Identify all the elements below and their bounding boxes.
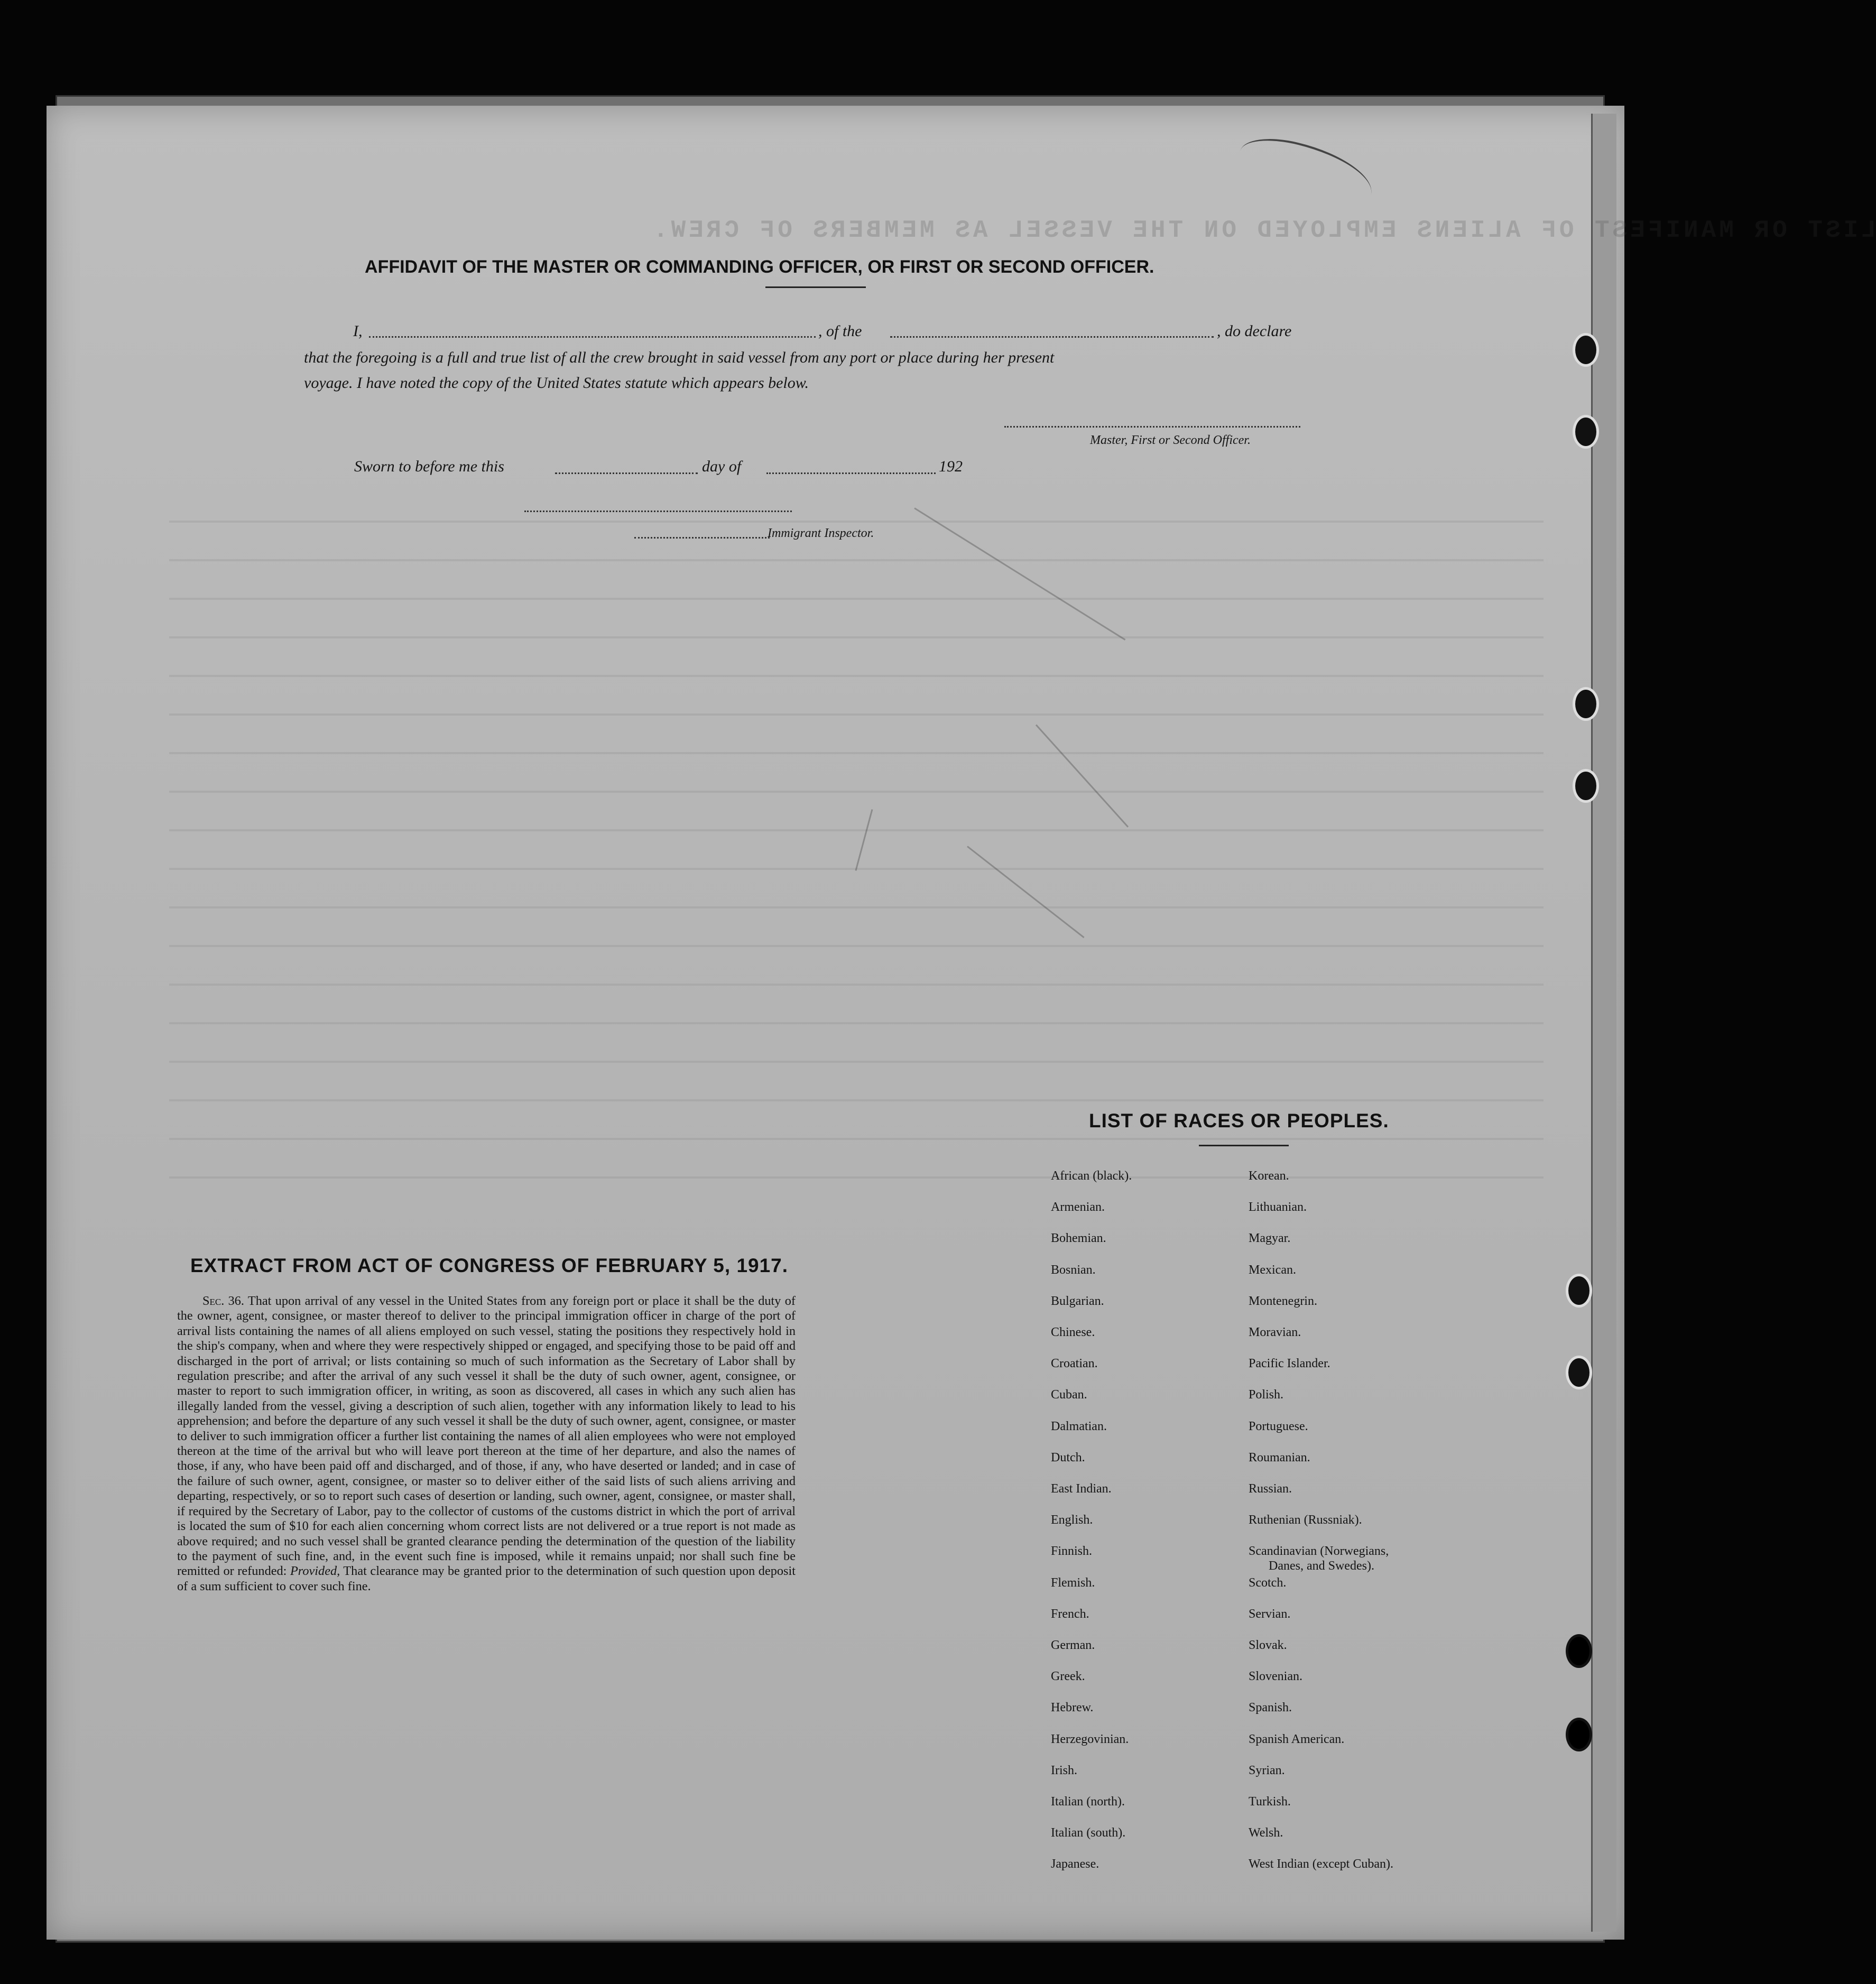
race-item: East Indian.: [1051, 1482, 1112, 1496]
race-item: Montenegrin.: [1249, 1294, 1317, 1308]
punch-hole: [1573, 333, 1599, 367]
punch-hole: [1566, 1356, 1592, 1389]
race-item: Bosnian.: [1051, 1263, 1096, 1277]
punch-hole: [1566, 1274, 1592, 1308]
race-item: Mexican.: [1249, 1263, 1296, 1277]
inspector-label: Immigrant Inspector.: [768, 526, 874, 540]
race-item: Greek.: [1051, 1670, 1085, 1684]
provided-label: Provided,: [290, 1564, 340, 1579]
bleed-through-row: [169, 906, 1544, 908]
race-item: Japanese.: [1051, 1857, 1099, 1871]
bleed-through-row: [169, 829, 1544, 831]
race-item: African (black).: [1051, 1169, 1132, 1183]
race-item: Hebrew.: [1051, 1701, 1094, 1715]
race-item: Turkish.: [1249, 1795, 1291, 1809]
punch-hole: [1573, 415, 1599, 449]
punch-hole: [1566, 1718, 1592, 1751]
race-item: Chinese.: [1051, 1325, 1095, 1339]
bleed-through-row: [169, 1176, 1544, 1179]
bleed-through-row: [169, 675, 1544, 677]
race-item: Dalmatian.: [1051, 1419, 1107, 1433]
sworn-day-field[interactable]: [555, 472, 698, 474]
master-name-field[interactable]: [369, 336, 816, 338]
race-item: Portuguese.: [1249, 1419, 1308, 1433]
affidavit-title: AFFIDAVIT OF THE MASTER OR COMMANDING OFFICER, OR FIRST OR SECOND OFFICER.: [365, 257, 1154, 277]
race-item: Slovak.: [1249, 1638, 1287, 1652]
inspector-signature-field[interactable]: [524, 511, 792, 512]
race-item: Korean.: [1249, 1169, 1289, 1183]
master-signature-field[interactable]: [1004, 426, 1300, 428]
race-item: Spanish.: [1249, 1701, 1292, 1715]
bleed-through-row: [169, 521, 1544, 523]
race-item: Irish.: [1051, 1763, 1077, 1777]
race-item: Lithuanian.: [1249, 1200, 1307, 1214]
bleed-through-row: [169, 945, 1544, 947]
extract-text: That upon arrival of any vessel in the United States from any foreign port or place it shall be the duty of the owner, agent, consignee, or master thereof to deliver to the principal immigration officer in charge of the port of arrival lists containing the names of all aliens employed on such vessel, stating the positions they respectively hold in the ship's company, when and where they were respectively shipped or engaged, and specifying those to be paid off and discharged in the port of arrival; or lists containing so much of such information as the Secretary of Labor shall by regulation prescribe; and after the arrival of any such vessel it shall be the duty of such owner, agent, consignee, or master to report to such immigration officer, in writing, as soon as discovered, all cases in which any such alien has illegally landed from the vessel, giving a description of such alien, together with any information likely to lead to his apprehension; and before the departure of any such vessel it shall be the duty of such owner, agent, consignee, or master to deliver to such immigration officer a further list containing the names of all alien employees who were not employed thereon at the time of the arrival but who will leave port thereon at the time of her departure, and also the names of those, if any, who have been paid off and discharged, and of those, if any, who have deserted or landed; and in case of the failure of such owner, agent, consignee, or master so to deliver either of the said lists of such aliens arriving and departing, respectively, or so to report such cases of desertion or landing, such owner, agent, consignee, or master shall, if required by the Secretary of Labor, pay to the collector of customs of the customs district in which the port of arrival is located the sum of $10 for each alien concerning whom correct lists are not delivered or a true report is not made as above required; and no such vessel shall be granted clearance pending the determination of the question of the liability to the payment of such fine, and, in the event such fine is imposed, while it remains unpaid; nor shall such fine be remitted or refunded:: [177, 1294, 796, 1579]
race-item: Dutch.: [1051, 1450, 1085, 1464]
punch-hole: [1566, 1634, 1592, 1668]
race-item: Spanish American.: [1249, 1732, 1345, 1746]
race-item: Slovenian.: [1249, 1670, 1302, 1684]
races-rule: [1199, 1145, 1289, 1146]
section-label: Sec. 36.: [202, 1294, 244, 1308]
race-item-continuation: Danes, and Swedes).: [1269, 1559, 1374, 1573]
race-item: French.: [1051, 1607, 1089, 1621]
affidavit-line1-end: , do declare: [1217, 322, 1292, 340]
extract-body: [177, 1294, 796, 1594]
race-item: Russian.: [1249, 1482, 1292, 1496]
bleed-through-row: [169, 636, 1544, 638]
race-item: Flemish.: [1051, 1575, 1095, 1590]
sworn-year: 192: [939, 458, 963, 475]
races-title: LIST OF RACES OR PEOPLES.: [1089, 1110, 1389, 1132]
bleed-through-row: [169, 713, 1544, 716]
affidavit-line1-start: I,: [353, 322, 363, 340]
race-item: Italian (north).: [1051, 1795, 1125, 1809]
master-signature-label: Master, First or Second Officer.: [1090, 433, 1251, 447]
race-item: West Indian (except Cuban).: [1249, 1857, 1393, 1871]
race-item: Pacific Islander.: [1249, 1357, 1330, 1371]
page-edge: [1591, 114, 1616, 1932]
race-item: Bulgarian.: [1051, 1294, 1104, 1308]
affidavit-line3: voyage. I have noted the copy of the United States statute which appears below.: [304, 374, 809, 392]
race-item: Armenian.: [1051, 1200, 1105, 1214]
bleed-through-header: LIST OR MANIFEST OF ALIENS EMPLOYED ON THE VESSEL AS MEMBERS OF CREW.: [650, 217, 1876, 244]
race-item: Herzegovinian.: [1051, 1732, 1129, 1746]
sworn-text: Sworn to before me this: [354, 458, 504, 475]
extract-text-end: That clearance may be granted prior to the determination of such question upon deposit of a sum sufficient to cover such fine.: [177, 1564, 796, 1593]
race-item: Welsh.: [1249, 1826, 1283, 1840]
race-item: Bohemian.: [1051, 1231, 1106, 1246]
affidavit-line1-mid: , of the: [818, 322, 862, 340]
race-item: Italian (south).: [1051, 1826, 1126, 1840]
race-item: Ruthenian (Russniak).: [1249, 1513, 1362, 1527]
bleed-through-row: [169, 984, 1544, 986]
inspector-name-field[interactable]: [634, 537, 770, 539]
race-item: Scotch.: [1249, 1575, 1287, 1590]
bleed-through-row: [169, 791, 1544, 793]
race-item: Cuban.: [1051, 1388, 1087, 1402]
race-item: Magyar.: [1249, 1231, 1291, 1246]
race-item: Finnish.: [1051, 1544, 1093, 1559]
affidavit-line2: that the foregoing is a full and true list of all the crew brought in said vessel from any port or place during her present: [304, 349, 1055, 366]
bleed-through-row: [169, 1138, 1544, 1140]
race-item: Scandinavian (Norwegians,: [1249, 1544, 1389, 1559]
race-item: Servian.: [1249, 1607, 1291, 1621]
race-item: English.: [1051, 1513, 1093, 1527]
race-item: Roumanian.: [1249, 1450, 1310, 1464]
sworn-day-of: day of: [702, 458, 742, 475]
race-item: Syrian.: [1249, 1763, 1285, 1777]
title-rule: [765, 286, 866, 288]
race-item: Polish.: [1249, 1388, 1284, 1402]
bleed-through-row: [169, 1061, 1544, 1063]
bleed-through-row: [169, 1099, 1544, 1101]
punch-hole: [1573, 687, 1599, 721]
sworn-month-field[interactable]: [766, 472, 936, 474]
race-item: German.: [1051, 1638, 1095, 1652]
punch-hole: [1573, 769, 1599, 803]
bleed-through-row: [169, 559, 1544, 561]
race-item: Croatian.: [1051, 1357, 1098, 1371]
extract-title: EXTRACT FROM ACT OF CONGRESS OF FEBRUARY 5, 1917.: [190, 1255, 789, 1276]
bleed-through-row: [169, 598, 1544, 600]
vessel-name-field[interactable]: [890, 336, 1214, 338]
bleed-through-row: [169, 1022, 1544, 1024]
bleed-through-row: [169, 752, 1544, 754]
race-item: Moravian.: [1249, 1325, 1301, 1339]
